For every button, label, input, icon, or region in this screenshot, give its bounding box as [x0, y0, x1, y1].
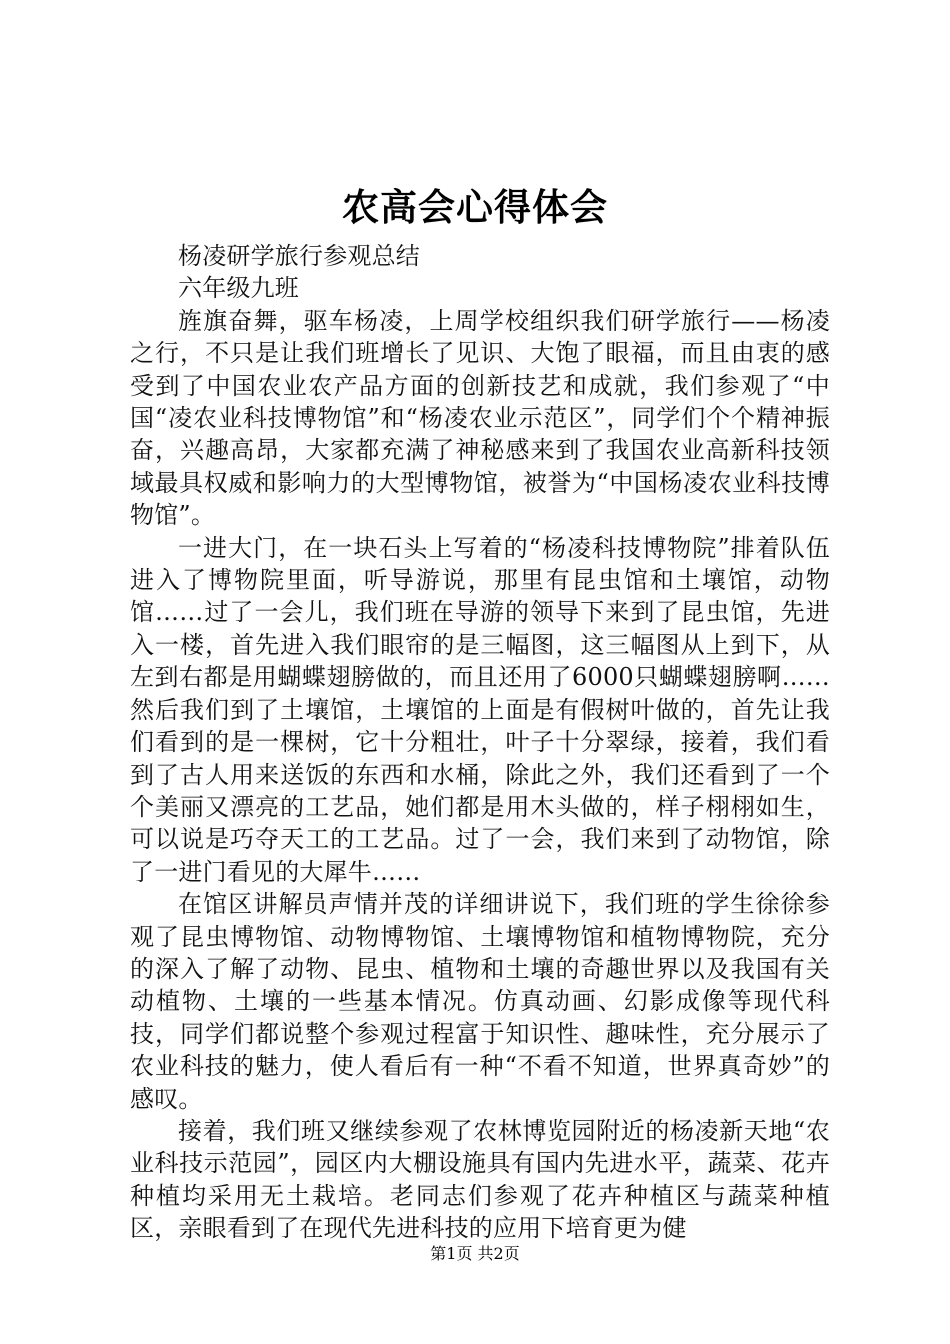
- body-paragraph: 接着，我们班又继续参观了农林博览园附近的杨凌新天地“农业科技示范园”，园区内大棚设施具有国内先进水平，蔬菜、花卉种植均采用无土栽培。老同志们参观了花卉种植区与蔬菜种植区，亲眼看到了在现代先进科技的应用下培育更为健: [130, 1116, 830, 1243]
- document-body: [130, 240, 830, 1245]
- subtitle-line: 杨凌研学旅行参观总结: [178, 242, 420, 270]
- document-title: 农高会心得体会: [342, 186, 608, 229]
- class-line: 六年级九班: [178, 274, 299, 303]
- body-paragraph: 一进大门，在一块石头上写着的“杨凌科技博物院”排着队伍进入了博物院里面，听导游说，那里有昆虫馆和土壤馆，动物馆……过了一会儿，我们班在导游的领导下来到了昆虫馆，先进入一楼，首先进入我们眼帘的是三幅图，这三幅图从上到下，从左到右都是用蝴蝶翅膀做的，而且还用了6000只蝴蝶翅膀啊……然后我们到了土壤馆，土壤馆的上面是有假树叶做的，首先让我们看到的是一棵树，它十分粗壮，叶子十分翠绿，接着，我们看到了古人用来送饭的东西和水桶，除此之外，我们还看到了一个个美丽又漂亮的工艺品，她们都是用木头做的，样子栩栩如生，可以说是巧夺天工的工艺品。过了一会，我们来到了动物馆，除了一进门看见的大犀牛……: [130, 533, 830, 886]
- body-paragraph: 在馆区讲解员声情并茂的详细讲说下，我们班的学生徐徐参观了昆虫博物馆、动物博物馆、土壤博物馆和植物博物院，充分的深入了解了动物、昆虫、植物和土壤的奇趣世界以及我国有关动植物、土壤的一些基本情况。仿真动画、幻影成像等现代科技，同学们都说整个参观过程富于知识性、趣味性，充分展示了农业科技的魅力，使人看后有一种“不看不知道，世界真奇妙”的感叹。: [130, 890, 830, 1113]
- body-paragraph: 旌旗奋舞，驱车杨凌，上周学校组织我们研学旅行——杨凌之行，不只是让我们班增长了见识、大饱了眼福，而且由衷的感受到了中国农业农产品方面的创新技艺和成就，我们参观了“中国“凌农业科技博物馆”和“杨凌农业示范区”，同学们个个精神振奋，兴趣高昂，大家都充满了神秘感来到了我国农业高新科技领域最具权威和影响力的大型博物馆，被誉为“中国杨凌农业科技博物馆”。: [130, 306, 830, 530]
- page-number-footer: 第1页 共2页: [430, 1244, 520, 1263]
